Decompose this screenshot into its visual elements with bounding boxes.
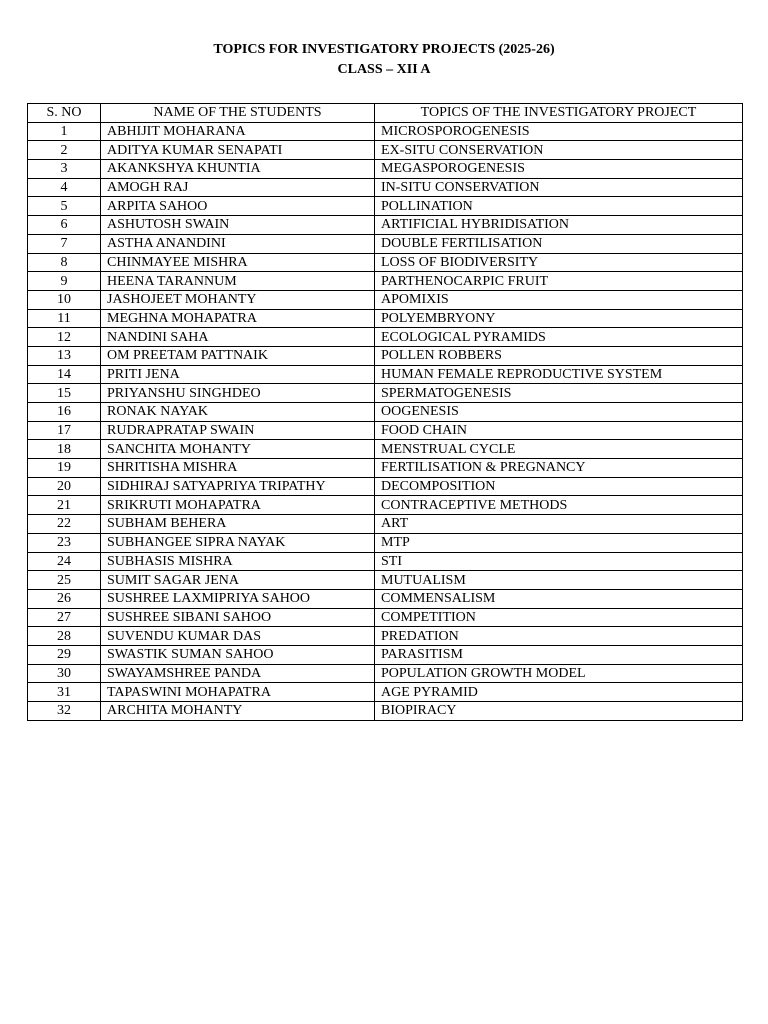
sno-cell: 26 <box>28 589 101 608</box>
student-name-cell: JASHOJEET MOHANTY <box>101 290 375 309</box>
sno-cell: 25 <box>28 571 101 590</box>
student-name-cell: ASTHA ANANDINI <box>101 234 375 253</box>
table-row <box>28 683 743 702</box>
sno-cell: 21 <box>28 496 101 515</box>
project-topic-cell: POPULATION GROWTH MODEL <box>375 664 743 683</box>
table-body <box>28 122 743 720</box>
table-row <box>28 702 743 721</box>
sno-cell: 29 <box>28 645 101 664</box>
sno-cell: 31 <box>28 683 101 702</box>
table-row <box>28 160 743 179</box>
sno-cell: 9 <box>28 272 101 291</box>
table-row <box>28 384 743 403</box>
student-name-cell: AKANKSHYA KHUNTIA <box>101 160 375 179</box>
student-name-cell: RUDRAPRATAP SWAIN <box>101 421 375 440</box>
student-name-cell: SUSHREE SIBANI SAHOO <box>101 608 375 627</box>
project-topic-cell: MEGASPOROGENESIS <box>375 160 743 179</box>
student-name-cell: RONAK NAYAK <box>101 403 375 422</box>
project-topic-cell: PARASITISM <box>375 645 743 664</box>
project-topic-cell: DECOMPOSITION <box>375 477 743 496</box>
table-row <box>28 627 743 646</box>
table-row <box>28 571 743 590</box>
sno-cell: 24 <box>28 552 101 571</box>
sno-cell: 11 <box>28 309 101 328</box>
student-name-cell: SUSHREE LAXMIPRIYA SAHOO <box>101 589 375 608</box>
header-student-name: NAME OF THE STUDENTS <box>101 104 375 123</box>
table-row <box>28 197 743 216</box>
sno-cell: 10 <box>28 290 101 309</box>
sno-cell: 3 <box>28 160 101 179</box>
table-row <box>28 216 743 235</box>
header-project-topic: TOPICS OF THE INVESTIGATORY PROJECT <box>375 104 743 123</box>
student-name-cell: CHINMAYEE MISHRA <box>101 253 375 272</box>
sno-cell: 8 <box>28 253 101 272</box>
table-row <box>28 178 743 197</box>
sno-cell: 28 <box>28 627 101 646</box>
table-row <box>28 459 743 478</box>
sno-cell: 4 <box>28 178 101 197</box>
project-topic-cell: POLYEMBRYONY <box>375 309 743 328</box>
student-name-cell: PRIYANSHU SINGHDEO <box>101 384 375 403</box>
sno-cell: 2 <box>28 141 101 160</box>
table-row <box>28 533 743 552</box>
table-row <box>28 440 743 459</box>
table-row <box>28 477 743 496</box>
student-name-cell: ARPITA SAHOO <box>101 197 375 216</box>
sno-cell: 7 <box>28 234 101 253</box>
project-topic-cell: MENSTRUAL CYCLE <box>375 440 743 459</box>
project-topic-cell: EX-SITU CONSERVATION <box>375 141 743 160</box>
project-topic-cell: PARTHENOCARPIC FRUIT <box>375 272 743 291</box>
project-topic-cell: STI <box>375 552 743 571</box>
project-topic-cell: IN-SITU CONSERVATION <box>375 178 743 197</box>
sno-cell: 32 <box>28 702 101 721</box>
project-topic-cell: CONTRACEPTIVE METHODS <box>375 496 743 515</box>
student-name-cell: SRIKRUTI MOHAPATRA <box>101 496 375 515</box>
table-row <box>28 421 743 440</box>
table-row <box>28 290 743 309</box>
sno-cell: 13 <box>28 346 101 365</box>
table-row <box>28 664 743 683</box>
sno-cell: 12 <box>28 328 101 347</box>
table-row <box>28 589 743 608</box>
student-name-cell: SUBHAM BEHERA <box>101 515 375 534</box>
sno-cell: 22 <box>28 515 101 534</box>
project-topic-cell: SPERMATOGENESIS <box>375 384 743 403</box>
sno-cell: 17 <box>28 421 101 440</box>
project-topic-cell: POLLINATION <box>375 197 743 216</box>
student-name-cell: SWASTIK SUMAN SAHOO <box>101 645 375 664</box>
sno-cell: 15 <box>28 384 101 403</box>
project-topic-cell: FERTILISATION & PREGNANCY <box>375 459 743 478</box>
project-topic-cell: DOUBLE FERTILISATION <box>375 234 743 253</box>
project-topic-cell: POLLEN ROBBERS <box>375 346 743 365</box>
student-name-cell: PRITI JENA <box>101 365 375 384</box>
sno-cell: 6 <box>28 216 101 235</box>
project-topic-cell: BIOPIRACY <box>375 702 743 721</box>
student-name-cell: SANCHITA MOHANTY <box>101 440 375 459</box>
student-name-cell: NANDINI SAHA <box>101 328 375 347</box>
table-row <box>28 122 743 141</box>
student-name-cell: SUBHASIS MISHRA <box>101 552 375 571</box>
project-topic-cell: LOSS OF BIODIVERSITY <box>375 253 743 272</box>
sno-cell: 23 <box>28 533 101 552</box>
student-name-cell: HEENA TARANNUM <box>101 272 375 291</box>
student-name-cell: MEGHNA MOHAPATRA <box>101 309 375 328</box>
table-row <box>28 608 743 627</box>
project-topic-cell: FOOD CHAIN <box>375 421 743 440</box>
table-row <box>28 496 743 515</box>
student-name-cell: SIDHIRAJ SATYAPRIYA TRIPATHY <box>101 477 375 496</box>
document-title: TOPICS FOR INVESTIGATORY PROJECTS (2025-26) <box>213 42 555 57</box>
project-topic-cell: MICROSPOROGENESIS <box>375 122 743 141</box>
student-name-cell: ABHIJIT MOHARANA <box>101 122 375 141</box>
table-row <box>28 141 743 160</box>
sno-cell: 1 <box>28 122 101 141</box>
sno-cell: 19 <box>28 459 101 478</box>
sno-cell: 18 <box>28 440 101 459</box>
student-name-cell: SUVENDU KUMAR DAS <box>101 627 375 646</box>
student-name-cell: SUMIT SAGAR JENA <box>101 571 375 590</box>
student-name-cell: OM PREETAM PATTNAIK <box>101 346 375 365</box>
project-topic-cell: PREDATION <box>375 627 743 646</box>
sno-cell: 14 <box>28 365 101 384</box>
sno-cell: 16 <box>28 403 101 422</box>
header-sno: S. NO <box>28 104 101 123</box>
project-topic-cell: ECOLOGICAL PYRAMIDS <box>375 328 743 347</box>
student-name-cell: SHRITISHA MISHRA <box>101 459 375 478</box>
table-row <box>28 234 743 253</box>
table-row <box>28 253 743 272</box>
project-topic-cell: APOMIXIS <box>375 290 743 309</box>
table-row <box>28 272 743 291</box>
project-topic-cell: ART <box>375 515 743 534</box>
student-name-cell: TAPASWINI MOHAPATRA <box>101 683 375 702</box>
sno-cell: 30 <box>28 664 101 683</box>
document-subtitle: CLASS – XII A <box>337 62 431 77</box>
project-topic-cell: HUMAN FEMALE REPRODUCTIVE SYSTEM <box>375 365 743 384</box>
table-row <box>28 645 743 664</box>
student-name-cell: ADITYA KUMAR SENAPATI <box>101 141 375 160</box>
table-header-row <box>28 104 743 123</box>
sno-cell: 5 <box>28 197 101 216</box>
student-name-cell: SUBHANGEE SIPRA NAYAK <box>101 533 375 552</box>
table-row <box>28 515 743 534</box>
document-header <box>0 40 768 80</box>
student-name-cell: ASHUTOSH SWAIN <box>101 216 375 235</box>
project-topic-cell: OOGENESIS <box>375 403 743 422</box>
project-topic-cell: ARTIFICIAL HYBRIDISATION <box>375 216 743 235</box>
sno-cell: 27 <box>28 608 101 627</box>
project-topic-cell: AGE PYRAMID <box>375 683 743 702</box>
student-name-cell: AMOGH RAJ <box>101 178 375 197</box>
project-topic-cell: COMPETITION <box>375 608 743 627</box>
project-topics-table <box>27 103 743 721</box>
student-name-cell: ARCHITA MOHANTY <box>101 702 375 721</box>
table-row <box>28 328 743 347</box>
sno-cell: 20 <box>28 477 101 496</box>
project-topic-cell: MUTUALISM <box>375 571 743 590</box>
table-row <box>28 346 743 365</box>
table-row <box>28 552 743 571</box>
table-row <box>28 403 743 422</box>
table-row <box>28 309 743 328</box>
project-topic-cell: MTP <box>375 533 743 552</box>
table-row <box>28 365 743 384</box>
student-name-cell: SWAYAMSHREE PANDA <box>101 664 375 683</box>
project-topic-cell: COMMENSALISM <box>375 589 743 608</box>
